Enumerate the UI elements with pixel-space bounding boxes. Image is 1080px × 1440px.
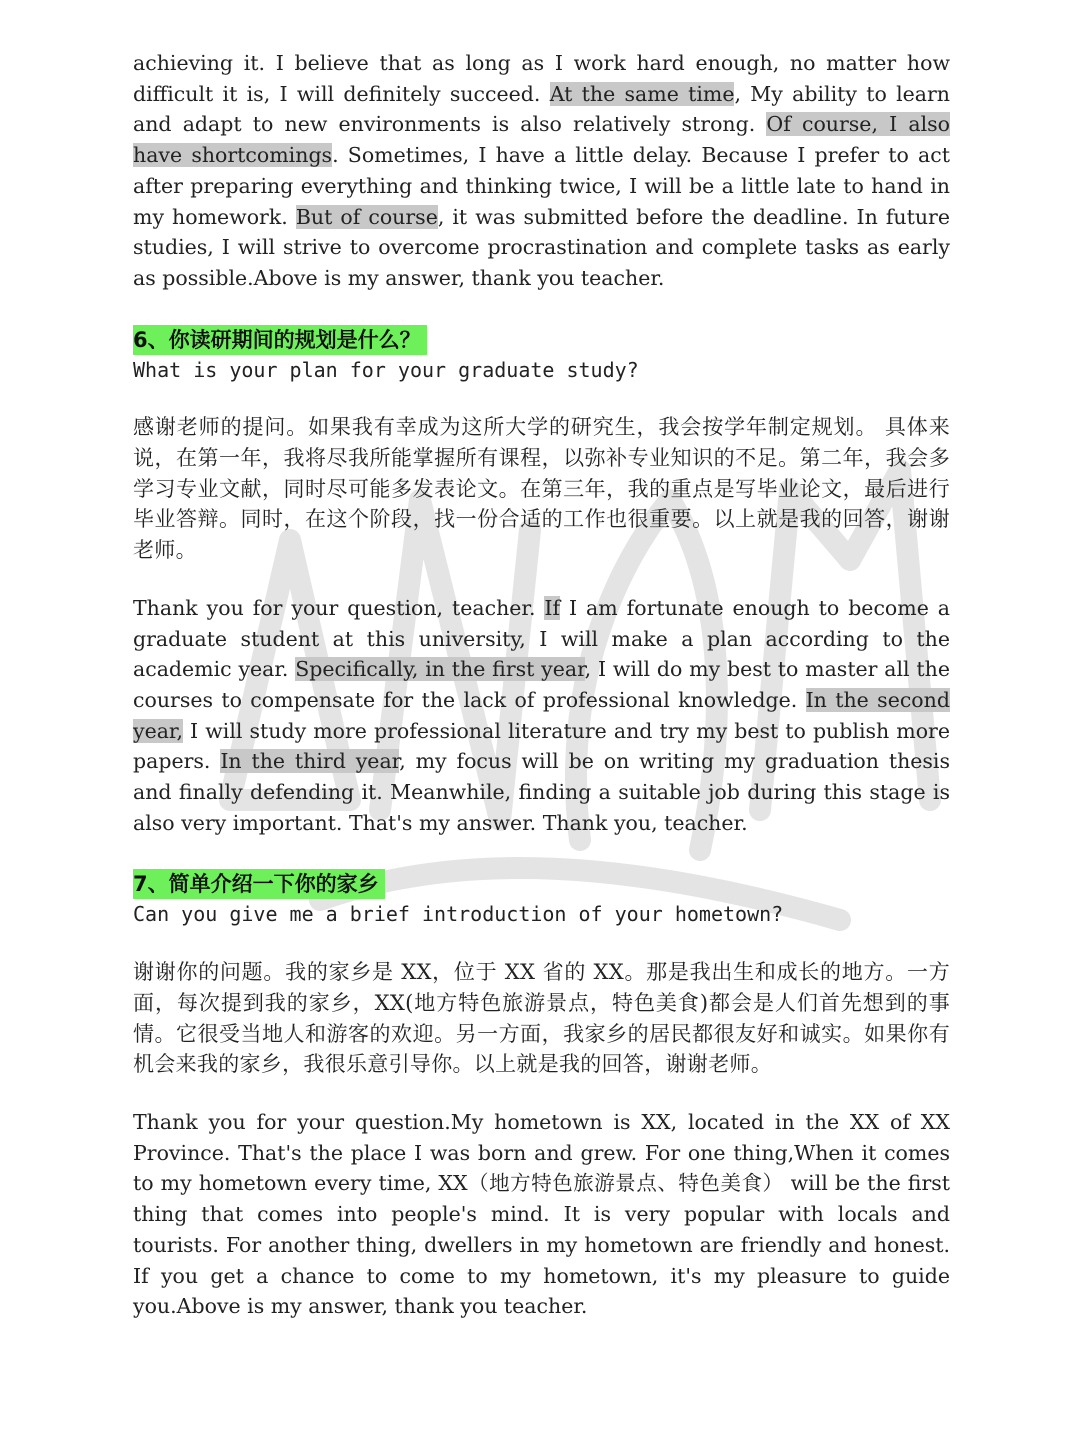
- previous-answer-text: , it was submitted before the deadline. In future studies, I will strive to overcome procrastination and complete tasks as early as possible.Above is my answer, thank you teacher.: [133, 204, 950, 290]
- question-7-english: Can you give me a brief introduction of your hometown?: [133, 902, 784, 927]
- q6-answer-text: , I will do my best to master all the courses to compensate for the lack of professional knowledge.: [133, 657, 950, 712]
- q6-answer-text: I am fortunate enough to become a graduate student at this university, I will make a plan according to the academic year.: [133, 595, 950, 682]
- q6-answer-text: , my focus will be on writing my graduation thesis and finally defending it. Meanwhile, finding a suitable job during this stage is also very important. That's my answer. Thank you, teacher.: [133, 749, 951, 835]
- q6-answer-highlight: In the third year: [220, 749, 400, 774]
- q6-answer-text: I will study more professional literature and try my best to publish more papers.: [133, 718, 950, 774]
- question-7-answer-english: Thank you for your question.My hometown is XX, located in the XX of XX Province. That's the place I was born and grew. For one thing,When it comes to my hometown every time, XX（地方特色旅游景点、特色美食） will be the first thing that comes into people's mind. It is very popular with locals and tourists. For another thing, dwellers in my hometown are friendly and honest. If you get a chance to come to my hometown, it's my pleasure to guide you.Above is my answer, thank you teacher.: [133, 1109, 950, 1319]
- question-7-title: 7、简单介绍一下你的家乡: [133, 869, 385, 899]
- q6-answer-highlight: If: [544, 595, 561, 620]
- q6-answer-highlight: In the second year,: [133, 687, 950, 743]
- previous-answer-highlight: Of course, I also have shortcomings: [133, 112, 950, 168]
- previous-answer-paragraph: [133, 48, 950, 294]
- previous-answer-highlight: At the same time: [549, 81, 735, 106]
- question-6-english: What is your plan for your graduate study?: [133, 357, 639, 382]
- previous-answer-text: . Sometimes, I have a little delay. Because I prefer to act after preparing everything and thinking twice, I will be a little late to hand in my homework.: [133, 143, 950, 229]
- previous-answer-highlight: But of course: [295, 204, 438, 229]
- question-7-answer-chinese: 谢谢你的问题。我的家乡是 XX，位于 XX 省的 XX。那是我出生和成长的地方。一方面，每次提到我的家乡，XX(地方特色旅游景点，特色美食)都会是人们首先想到的事情。它很受当地人和游客的欢迎。另一方面，我家乡的居民都很友好和诚实。如果你有机会来我的家乡，我很乐意引导你。以上就是我的回答，谢谢老师。: [133, 960, 950, 1077]
- previous-answer-text: , My ability to learn and adapt to new environments is also relatively strong.: [133, 81, 950, 137]
- question-6-title: 6、你读研期间的规划是什么？: [133, 325, 427, 355]
- q6-answer-highlight: Specifically, in the first year: [295, 657, 585, 682]
- question-6-answer-chinese: 感谢老师的提问。如果我有幸成为这所大学的研究生，我会按学年制定规划。 具体来说，在第一年，我将尽我所能掌握所有课程，以弥补专业知识的不足。第二年，我会多学习专业文献，同时尽可能多发表论文。在第三年，我的重点是写毕业论文，最后进行毕业答辩。同时，在这个阶段，找一份合适的工作也很重要。以上就是我的回答，谢谢老师。: [133, 415, 950, 563]
- question-6-heading: [133, 325, 950, 355]
- previous-answer-text: achieving it. I believe that as long as I work hard enough, no matter how difficult it is, I will definitely succeed.: [133, 51, 950, 106]
- question-7-heading: [133, 869, 950, 899]
- document-page: [133, 48, 950, 1322]
- q6-answer-text: Thank you for your question, teacher.: [133, 595, 545, 620]
- question-6-answer-english: [133, 593, 950, 839]
